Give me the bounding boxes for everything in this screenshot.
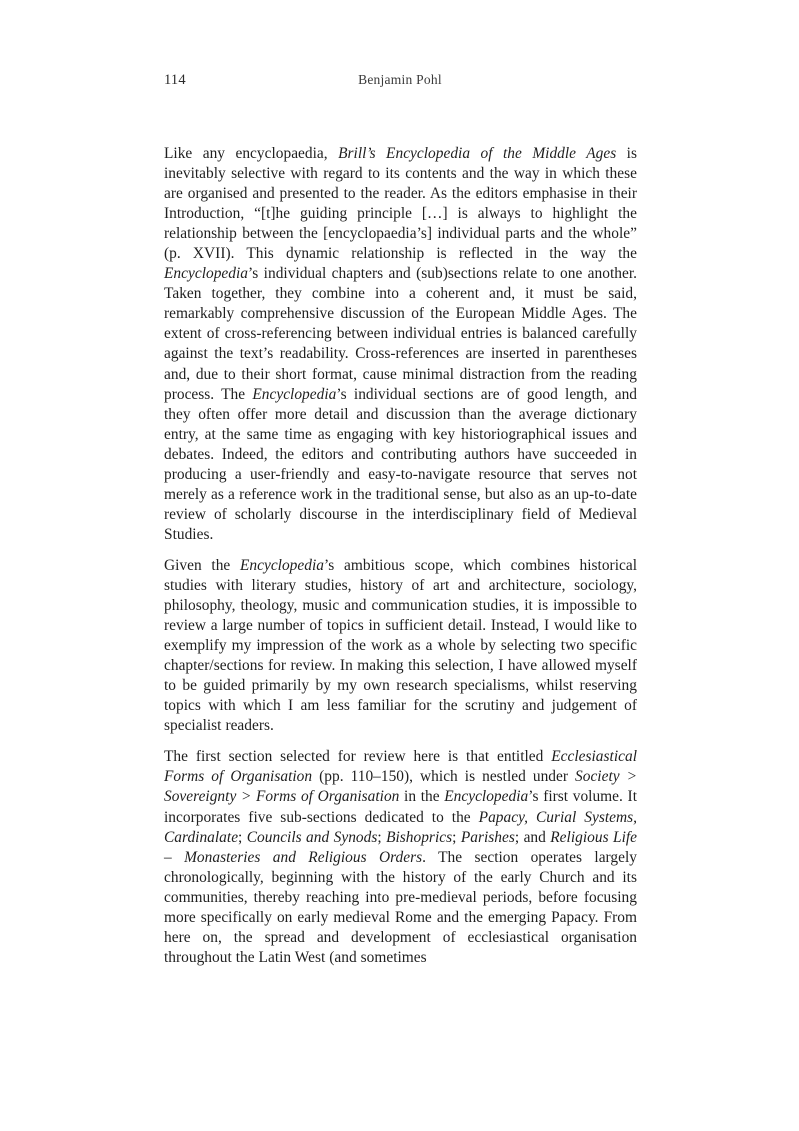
paragraph [164,556,637,736]
text-run: ; [377,828,387,846]
text-run: The first section selected for review here is that entitled [164,748,552,766]
italic-title-run: Bishoprics [386,828,453,846]
text-run: in the [399,788,445,806]
italic-title-run: Encyclopedia [239,556,324,574]
running-head-author: Benjamin Pohl [358,72,442,87]
text-run: . The section operates largely chronologically, beginning with the history of the early Church and its communities, thereby reaching into pre-medieval periods, before focusing more specifically on early medieval Rome and the emerging Papacy. From here on, the spread and development of ecclesiastical organisation throughout the Latin West (and sometimes [164,848,637,966]
running-head [0,70,799,90]
italic-title-run: Councils and Synods [246,828,378,846]
text-run: ; [452,828,461,846]
text-run: ’s ambitious scope, which combines historical studies with literary studies, history of art and architecture, sociology, philosophy, theology, music and communication studies, it is impossible to review a large number of topics in sufficient detail. Instead, I would like to exemplify my impression of the work as a whole by selecting two specific chapter/sections for review. In making this selection, I have allowed myself to be guided primarily by my own research specialisms, whilst reserving topics with which I am less familiar for the scrutiny and judgement of specialist readers. [164,556,638,735]
text-run: ; [238,828,247,846]
text-run: Given the [164,556,240,574]
page-number: 114 [164,72,186,88]
body-text-block [164,144,637,968]
paragraph [164,144,637,545]
text-run: ’s individual sections are of good length, and they often offer more detail and discussion than the average dictionary entry, at the same time as engaging with key historiographical issues and debates. Indeed, the editors and contributing authors have succeeded in producing a user-friendly and easy-to-navigate resource that serves not merely as a reference work in the traditional sense, but also as an up-to-date review of scholarly discourse in the interdisciplinary field of Medieval Studies. [164,385,637,543]
text-run: ’s first volume. It incorporates five sub-sections dedicated to the [164,788,637,826]
italic-title-run: Brill’s Encyclopedia of the Middle Ages [338,145,617,162]
italic-title-run: Encyclopedia [252,385,337,403]
italic-title-run: Papacy, Curial Systems, Cardinalate [164,808,637,846]
text-run: (pp. 110–150), which is nestled under [312,768,576,786]
italic-title-run: Encyclopedia [444,788,529,806]
italic-title-run: Society > Sovereignty > Forms of Organisation [164,768,638,806]
italic-title-run: Parishes [460,828,515,846]
text-run: Like any encyclopaedia, [164,145,339,162]
italic-title-run: Encyclopedia [164,265,248,283]
text-run: ’s individual chapters and (sub)sections relate to one another. Taken together, they combine into a coherent and, it must be said, remarkably comprehensive discussion of the European Middle Ages. The extent of cross-referencing between individual entries is balanced carefully against the text’s readability. Cross-references are inserted in parentheses and, due to their short format, cause minimal distraction from the reading process. The [164,265,637,403]
paragraph [164,747,637,968]
italic-title-run: Ecclesiastical Forms of Organisation [164,748,637,786]
italic-title-run: Religious Life – Monasteries and Religious Orders [164,828,638,866]
text-run: ; and [514,828,551,846]
text-run: is inevitably selective with regard to its contents and the way in which these are organised and presented to the reader. As the editors emphasise in their Introduction, “[t]he guiding principle […] is always to highlight the relationship between the [encyclopaedia’s] individual parts and the whole” (p. XVII). This dynamic relationship is reflected in the way the [164,145,637,263]
